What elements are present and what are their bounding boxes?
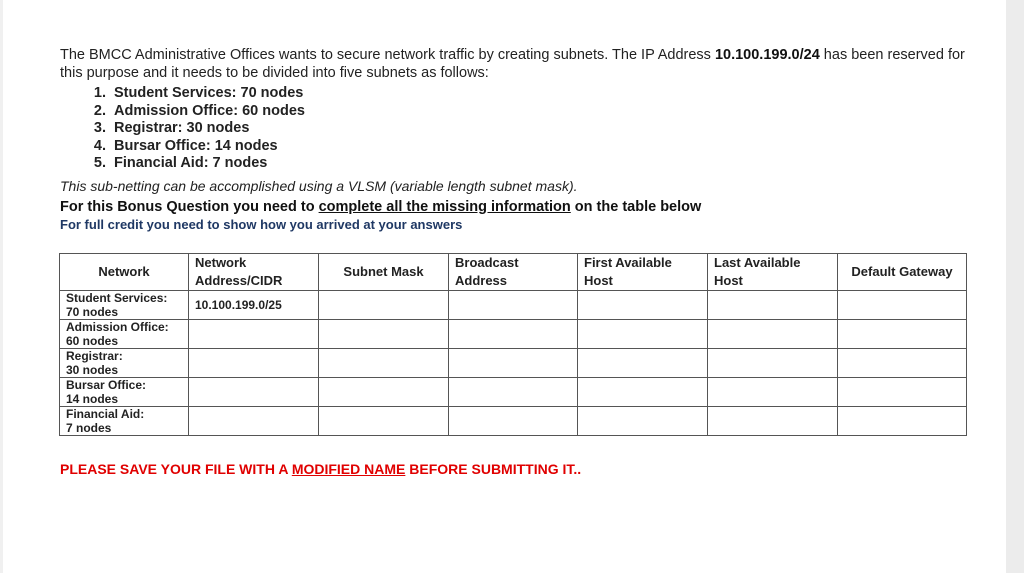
table-row <box>60 407 967 436</box>
row-nodes: 14 nodes <box>66 392 119 406</box>
intro-ip-address: 10.100.199.0/24 <box>714 47 820 63</box>
gateway-cell[interactable] <box>838 378 967 407</box>
intro-text-after: has been reserved for this purpose and it needs to be divided into five subnets as follows: <box>60 47 965 81</box>
gateway-cell[interactable] <box>838 407 967 436</box>
first-host-cell[interactable] <box>578 378 708 407</box>
row-name: Registrar: <box>66 349 123 363</box>
last-host-cell[interactable] <box>708 349 838 378</box>
first-host-cell[interactable] <box>578 407 708 436</box>
broadcast-cell[interactable] <box>449 407 578 436</box>
table-row <box>60 349 967 378</box>
document-body <box>60 46 970 233</box>
last-host-cell[interactable] <box>708 407 838 436</box>
save-warning <box>60 461 581 477</box>
save-text-after: BEFORE SUBMITTING IT.. <box>405 461 582 477</box>
bonus-text-before: For this Bonus Question you need to <box>60 198 319 215</box>
bonus-text-after: on the table below <box>570 198 702 215</box>
bonus-instruction <box>60 199 970 216</box>
save-text-before: PLEASE SAVE YOUR FILE WITH A <box>60 461 292 477</box>
intro-text-before: The BMCC Administrative Offices wants to secure network traffic by creating subnets. The IP Address <box>60 47 715 63</box>
row-nodes: 7 nodes <box>66 421 112 435</box>
subnet-mask-cell[interactable] <box>319 378 449 407</box>
save-underlined-text: MODIFIED NAME <box>291 461 406 477</box>
subnet-mask-cell[interactable] <box>319 349 449 378</box>
broadcast-cell[interactable] <box>449 378 578 407</box>
cidr-cell[interactable] <box>189 407 319 436</box>
last-host-cell[interactable] <box>708 378 838 407</box>
header-network: Network <box>60 254 189 291</box>
row-name: Admission Office: <box>66 320 169 334</box>
gateway-cell[interactable] <box>838 349 967 378</box>
row-label <box>60 291 189 320</box>
gateway-cell[interactable] <box>838 320 967 349</box>
last-host-cell[interactable] <box>708 291 838 320</box>
subnet-mask-cell[interactable] <box>319 291 449 320</box>
header-first-host: First Available Host <box>578 254 708 291</box>
list-item: 2. Admission Office: 60 nodes <box>110 103 970 121</box>
subnet-mask-cell[interactable] <box>319 320 449 349</box>
row-name: Bursar Office: <box>66 378 147 392</box>
vlsm-note: This sub-netting can be accomplished using a VLSM (variable length subnet mask). <box>60 177 578 194</box>
credit-note: For full credit you need to show how you arrived at your answers <box>60 216 463 232</box>
scrollbar-track[interactable] <box>1006 0 1024 573</box>
list-item: 3. Registrar: 30 nodes <box>110 120 970 138</box>
table-row <box>60 320 967 349</box>
first-host-cell[interactable] <box>578 291 708 320</box>
table-header-row <box>60 254 967 291</box>
gateway-cell[interactable] <box>838 291 967 320</box>
row-name: Student Services: <box>66 291 168 305</box>
intro-paragraph <box>60 46 970 82</box>
list-item: 4. Bursar Office: 14 nodes <box>110 138 970 156</box>
table-row <box>60 378 967 407</box>
row-nodes: 30 nodes <box>66 363 119 377</box>
broadcast-cell[interactable] <box>449 349 578 378</box>
header-broadcast-address: Broadcast Address <box>449 254 578 291</box>
list-item: 5. Financial Aid: 7 nodes <box>110 155 970 173</box>
row-label <box>60 349 189 378</box>
subnet-mask-cell[interactable] <box>319 407 449 436</box>
subnet-table <box>59 253 967 436</box>
row-name: Financial Aid: <box>66 407 145 421</box>
header-network-address: Network Address/CIDR <box>189 254 319 291</box>
first-host-cell[interactable] <box>578 320 708 349</box>
row-nodes: 60 nodes <box>66 334 119 348</box>
bonus-underlined-text: complete all the missing information <box>318 198 571 215</box>
row-label <box>60 407 189 436</box>
cidr-cell[interactable] <box>189 320 319 349</box>
last-host-cell[interactable] <box>708 320 838 349</box>
broadcast-cell[interactable] <box>449 291 578 320</box>
row-label <box>60 320 189 349</box>
first-host-cell[interactable] <box>578 349 708 378</box>
subnet-requirements-list <box>60 85 970 173</box>
cidr-cell[interactable] <box>189 378 319 407</box>
left-margin <box>0 0 3 573</box>
header-subnet-mask: Subnet Mask <box>319 254 449 291</box>
header-last-host: Last Available Host <box>708 254 838 291</box>
cidr-cell[interactable] <box>189 349 319 378</box>
cidr-cell[interactable]: 10.100.199.0/25 <box>189 291 319 320</box>
header-default-gateway: Default Gateway <box>838 254 967 291</box>
table-row <box>60 291 967 320</box>
broadcast-cell[interactable] <box>449 320 578 349</box>
row-nodes: 70 nodes <box>66 305 119 319</box>
list-item: 1. Student Services: 70 nodes <box>110 85 970 103</box>
row-label <box>60 378 189 407</box>
